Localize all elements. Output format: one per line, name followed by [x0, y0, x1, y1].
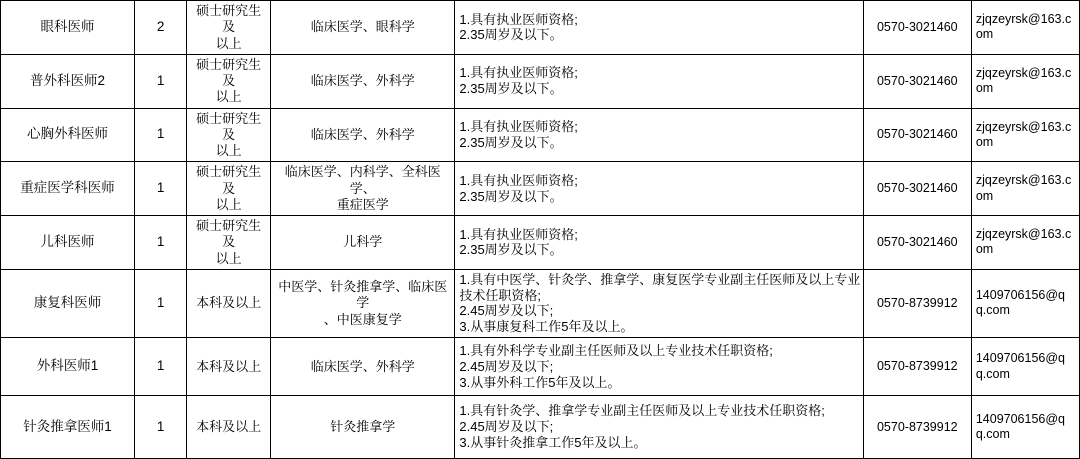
cell-phone: 0570-3021460 — [863, 108, 971, 162]
education-line: 硕士研究生及 — [196, 56, 262, 88]
cell-post: 眼科医师 — [1, 1, 135, 55]
cell-email: 1409706156@qq.com — [971, 396, 1079, 459]
cell-major — [271, 269, 455, 337]
cell-number: 1 — [135, 269, 187, 337]
cell-requirements — [455, 54, 863, 108]
cell-major — [271, 338, 455, 396]
cell-email: zjqzeyrsk@163.com — [971, 216, 1079, 270]
cell-education — [187, 1, 271, 55]
major-line: 针灸推拿学 — [330, 419, 396, 435]
cell-education — [187, 269, 271, 337]
education-line: 本科及以上 — [196, 358, 262, 374]
cell-phone: 0570-3021460 — [863, 1, 971, 55]
education-line: 以上 — [215, 250, 242, 266]
requirement-line: 3.从事针灸推拿工作5年及以上。 — [459, 435, 647, 451]
cell-education — [187, 54, 271, 108]
cell-post: 针灸推拿医师1 — [1, 396, 135, 459]
major-line: 重症医学 — [336, 196, 389, 212]
requirement-line: 2.35周岁及以下。 — [459, 134, 563, 150]
table-row — [1, 216, 1080, 270]
cell-major — [271, 396, 455, 459]
table-row — [1, 396, 1080, 459]
cell-education — [187, 162, 271, 216]
requirement-line: 1.具有针灸学、推拿学专业副主任医师及以上专业技术任职资格; — [459, 403, 825, 419]
cell-number: 1 — [135, 162, 187, 216]
cell-email: zjqzeyrsk@163.com — [971, 1, 1079, 55]
cell-number: 1 — [135, 396, 187, 459]
education-line: 硕士研究生及 — [196, 110, 262, 142]
table-row — [1, 54, 1080, 108]
cell-requirements — [455, 162, 863, 216]
cell-phone: 0570-3021460 — [863, 162, 971, 216]
requirement-line: 1.具有外科学专业副主任医师及以上专业技术任职资格; — [459, 342, 773, 358]
cell-post: 心胸外科医师 — [1, 108, 135, 162]
requirement-line: 2.45周岁及以下; — [459, 419, 554, 435]
major-line: 临床医学、内科学、全科医学、 — [284, 164, 441, 196]
major-line: 、中医康复学 — [323, 311, 402, 327]
education-line: 本科及以上 — [196, 419, 262, 435]
major-line: 临床医学、外科学 — [310, 358, 415, 374]
requirement-line: 2.35周岁及以下。 — [459, 27, 563, 43]
cell-major — [271, 162, 455, 216]
cell-education — [187, 108, 271, 162]
cell-phone: 0570-8739912 — [863, 396, 971, 459]
cell-number: 1 — [135, 338, 187, 396]
cell-education — [187, 396, 271, 459]
cell-phone: 0570-8739912 — [863, 338, 971, 396]
major-line: 临床医学、眼科学 — [310, 19, 415, 35]
cell-number: 1 — [135, 54, 187, 108]
cell-phone: 0570-8739912 — [863, 269, 971, 337]
cell-requirements — [455, 269, 863, 337]
table-row — [1, 108, 1080, 162]
cell-requirements — [455, 216, 863, 270]
cell-number: 2 — [135, 1, 187, 55]
cell-phone: 0570-3021460 — [863, 54, 971, 108]
table-row — [1, 269, 1080, 337]
cell-major — [271, 54, 455, 108]
cell-major — [271, 1, 455, 55]
cell-education — [187, 216, 271, 270]
major-line: 儿科学 — [343, 234, 383, 250]
cell-post: 康复科医师 — [1, 269, 135, 337]
cell-education — [187, 338, 271, 396]
requirement-line: 2.45周岁及以下; — [459, 358, 554, 374]
education-line: 硕士研究生及 — [196, 218, 262, 250]
requirement-line: 技术任职资格; — [459, 287, 541, 303]
table-row — [1, 162, 1080, 216]
major-line: 临床医学、外科学 — [310, 73, 415, 88]
requirement-line: 3.从事康复科工作5年及以上。 — [459, 319, 634, 335]
cell-major — [271, 108, 455, 162]
cell-post: 重症医学科医师 — [1, 162, 135, 216]
requirement-line: 2.35周岁及以下。 — [459, 188, 563, 204]
cell-requirements — [455, 1, 863, 55]
cell-major — [271, 216, 455, 270]
education-line: 以上 — [215, 196, 242, 212]
cell-email: zjqzeyrsk@163.com — [971, 162, 1079, 216]
cell-post: 普外科医师2 — [1, 54, 135, 108]
requirement-line: 1.具有执业医师资格; — [459, 226, 578, 242]
education-line: 硕士研究生及 — [196, 164, 262, 196]
education-line: 以上 — [215, 35, 242, 51]
education-line: 本科及以上 — [196, 295, 262, 311]
cell-email: zjqzeyrsk@163.com — [971, 54, 1079, 108]
cell-number: 1 — [135, 108, 187, 162]
education-line: 硕士研究生及 — [196, 3, 262, 35]
requirement-line: 2.35周岁及以下。 — [459, 81, 563, 97]
cell-number: 1 — [135, 216, 187, 270]
requirement-line: 1.具有执业医师资格; — [459, 65, 578, 81]
cell-requirements — [455, 338, 863, 396]
requirement-line: 1.具有执业医师资格; — [459, 119, 578, 135]
major-line: 中医学、针灸推拿学、临床医学 — [278, 279, 448, 311]
requirement-line: 2.35周岁及以下。 — [459, 242, 563, 258]
cell-email: 1409706156@qq.com — [971, 338, 1079, 396]
cell-post: 外科医师1 — [1, 338, 135, 396]
cell-email: zjqzeyrsk@163.com — [971, 108, 1079, 162]
cell-post: 儿科医师 — [1, 216, 135, 270]
requirement-line: 1.具有执业医师资格; — [459, 172, 578, 188]
requirement-line: 2.45周岁及以下; — [459, 303, 554, 319]
cell-requirements — [455, 396, 863, 459]
table-row — [1, 338, 1080, 396]
cell-phone: 0570-3021460 — [863, 216, 971, 270]
requirement-line: 1.具有中医学、针灸学、推拿学、康复医学专业副主任医师及以上专业 — [459, 271, 861, 287]
cell-requirements — [455, 108, 863, 162]
requirement-line: 3.从事外科工作5年及以上。 — [459, 374, 621, 390]
table-row — [1, 1, 1080, 55]
requirement-line: 1.具有执业医师资格; — [459, 11, 578, 27]
education-line: 以上 — [215, 143, 242, 158]
major-line: 临床医学、外科学 — [310, 126, 415, 142]
cell-email: 1409706156@qq.com — [971, 269, 1079, 337]
education-line: 以上 — [215, 89, 242, 105]
